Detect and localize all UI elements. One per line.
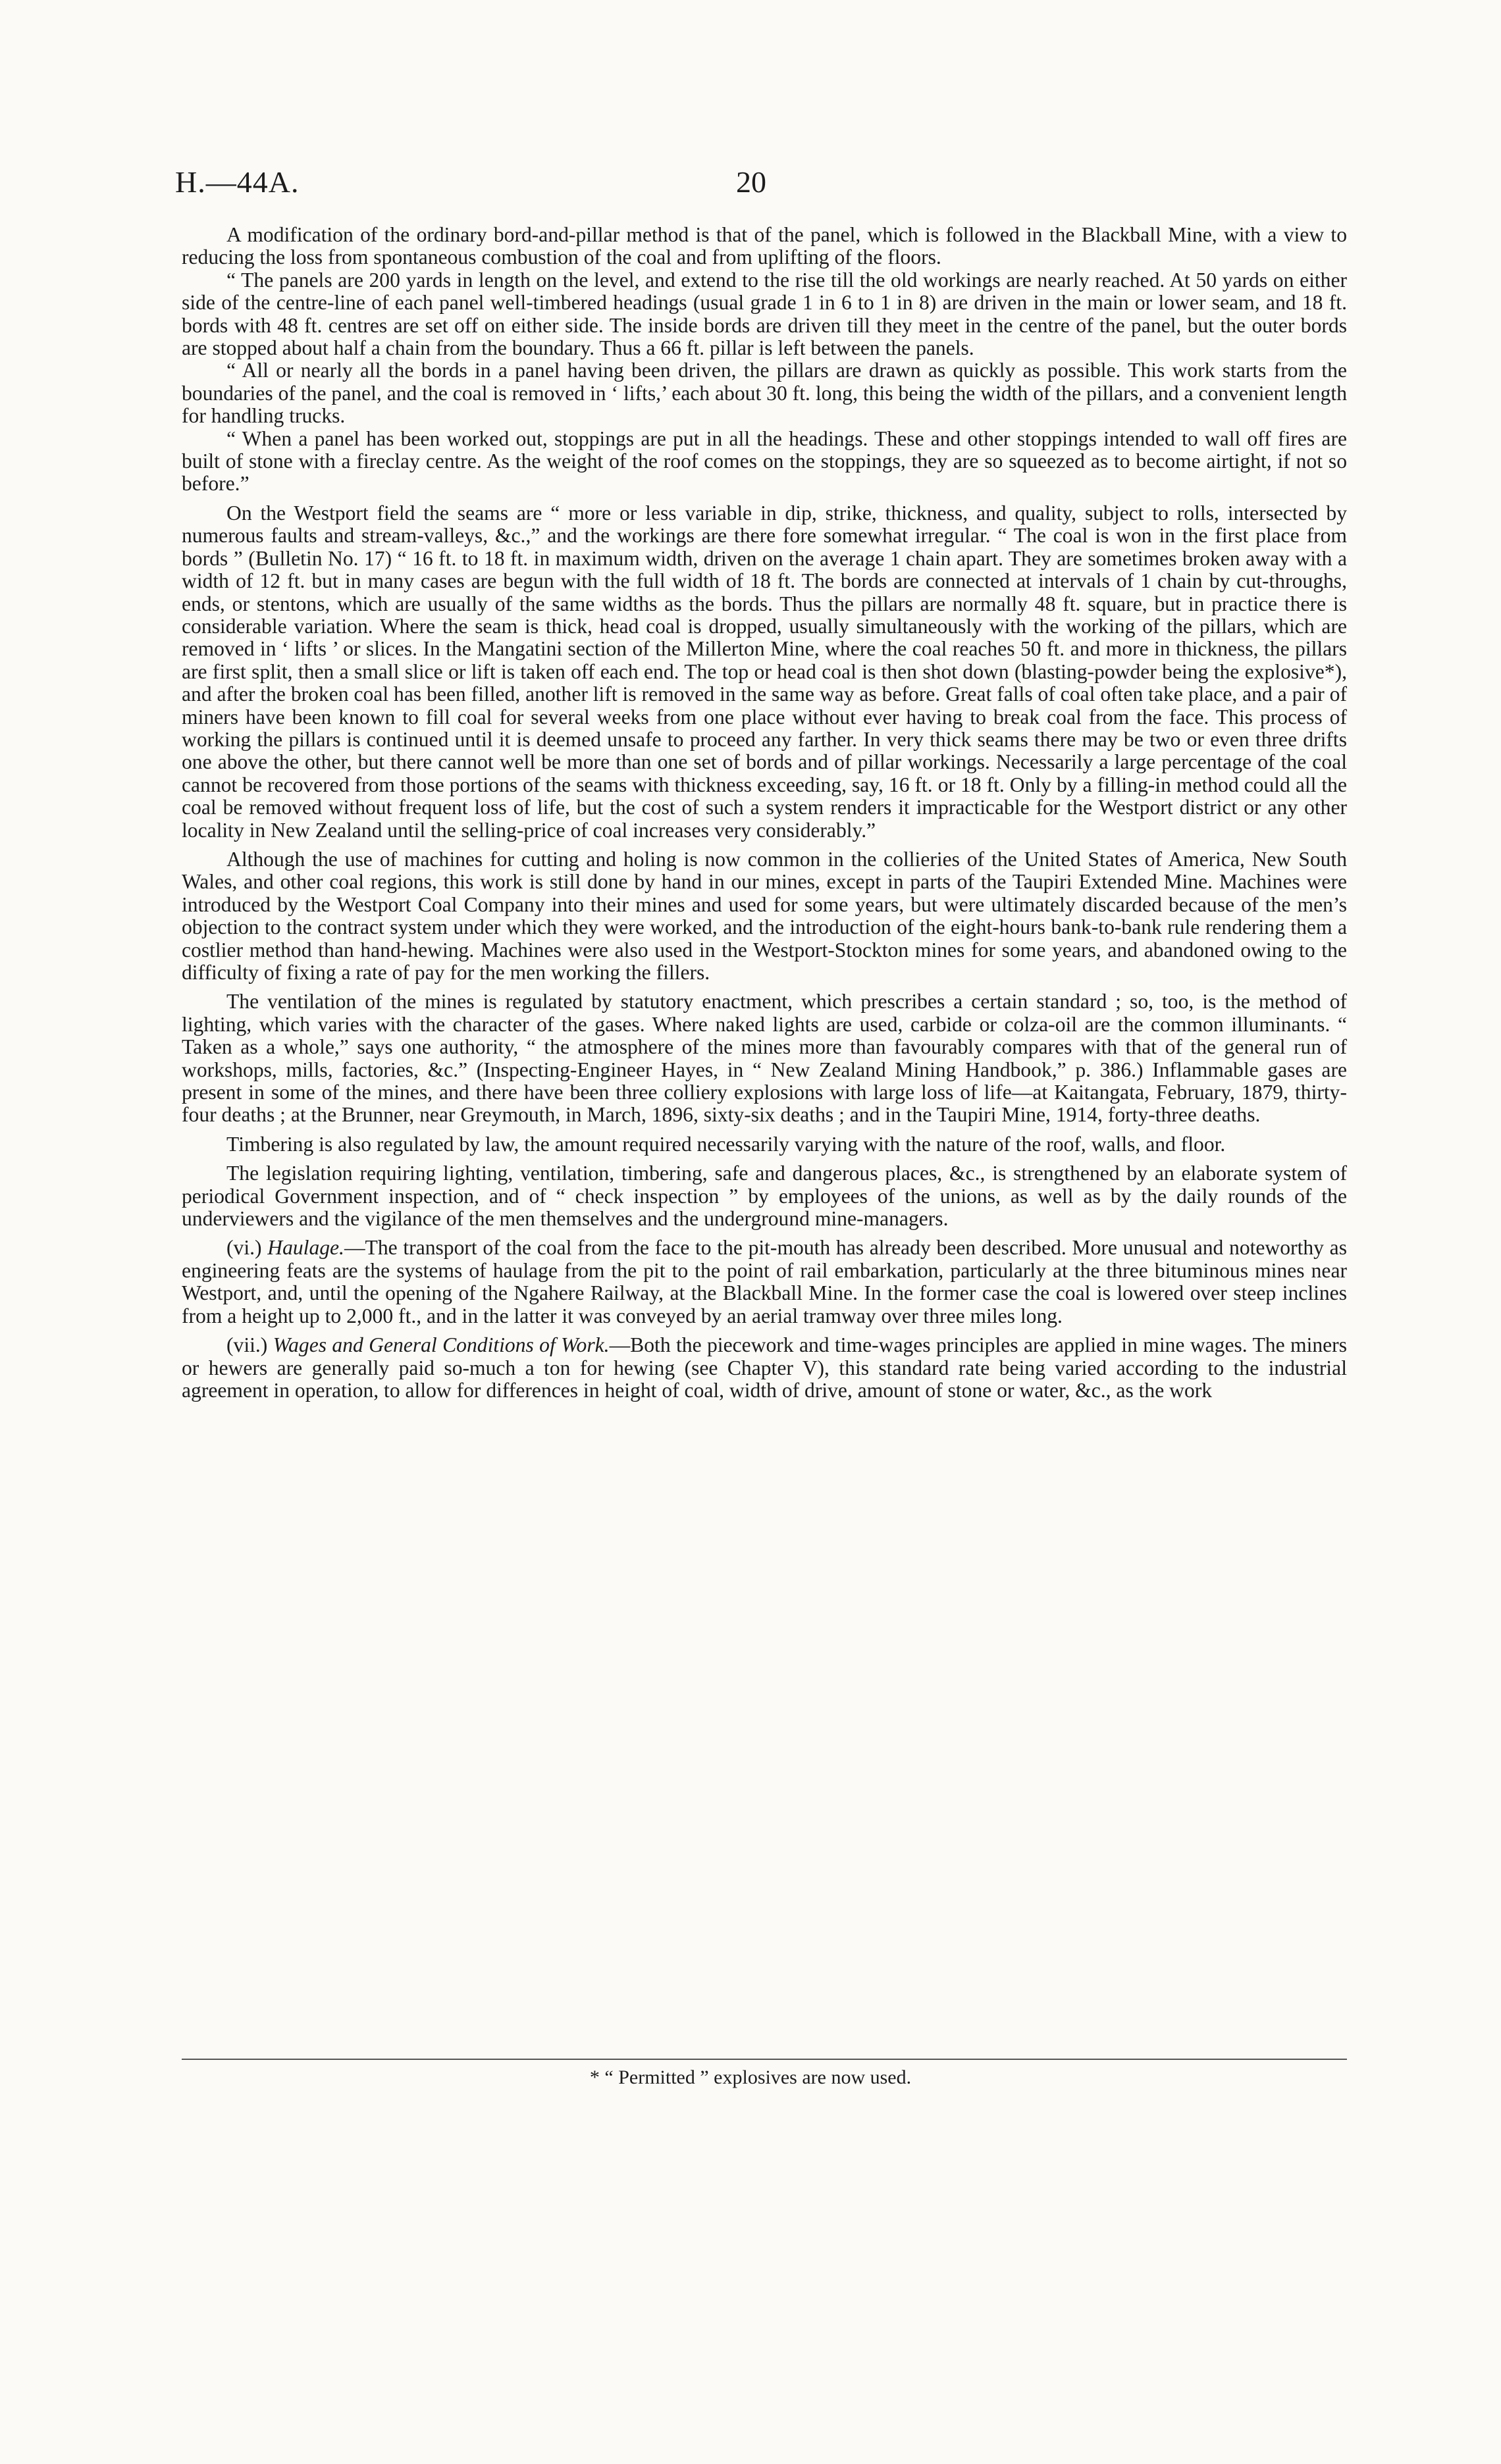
paragraph-timbering: Timbering is also regulated by law, the amount required necessarily varying with the nature of the roof, walls, and floor. <box>226 1132 1226 1156</box>
haulage-heading: Haulage. <box>267 1236 344 1260</box>
paragraph-haulage <box>182 1237 1347 1327</box>
page-number: 20 <box>736 165 766 199</box>
paragraph-wages <box>182 1334 1347 1402</box>
wages-number: (vii.) <box>226 1333 268 1357</box>
haulage-number: (vi.) <box>226 1236 262 1260</box>
paragraph-legislation: The legislation requiring lighting, ventilation, timbering, safe and dangerous places, &c., is strengthened by an elaborate system of periodical Government inspection, and of “ check inspection ” by employees of the unions, as well as by the daily rounds of the underviewers and the vigilance of the men themselves and the underground mine-managers. <box>182 1162 1347 1231</box>
paragraph-panel-method: A modification of the ordinary bord-and-pillar method is that of the panel, which is followed in the Blackball Mine, with a view to reducing the loss from spontaneous combustion of the coal and from uplifting of the floors. <box>182 223 1347 269</box>
paragraph-ventilation: The ventilation of the mines is regulated by statutory enactment, which prescribes a certain standard ; so, too, is the method of lighting, which varies with the character of the gases. Where naked lights are used, carbide or colza-oil are the common illuminants. “ Taken as a whole,” says one authority, “ the atmosphere of the mines more than favourably compares with that of the general run of workshops, mills, factories, &c.” (Inspecting-Engineer Hayes, in “ New Zealand Mining Handbook,” p. 386.) Inflammable gases are present in some of the mines, and there have been three colliery explosions with large loss of life—at Kaitangata, February, 1879, thirty-four deaths ; at the Brunner, near Greymouth, in March, 1896, sixty-six deaths ; and in the Taupiri Mine, 1914, forty-three deaths. <box>182 990 1347 1127</box>
footnote-divider <box>182 2059 1347 2060</box>
haulage-text: —The transport of the coal from the face to the pit-mouth has already been described. More unusual and noteworthy as engineering feats are the systems of haulage from the pit to the point of rail embarkation, particularly at the three bituminous mines near Westport, and, until the opening of the Ngahere Railway, at the Blackball Mine. In the former case the coal is lowered over steep inclines from a height up to 2,000 ft., and in the latter it was conveyed by an aerial tramway over three miles long. <box>182 1236 1347 1327</box>
paragraph-machines: Although the use of machines for cutting and holing is now common in the collieries of the United States of America, New South Wales, and other coal regions, this work is still done by hand in our mines, except in parts of the Taupiri Extended Mine. Machines were introduced by the Westport Coal Company into their mines and used for some years, but were ultimately discarded because of the men’s objection to the contract system under which they were worked, and the introduction of the eight-hours bank-to-bank rule rendering them a costlier method than hand-hewing. Machines were also used in the Westport-Stockton mines for some years, and abandoned owing to the difficulty of fixing a rate of pay for the men working the fillers. <box>182 847 1347 984</box>
paragraph-pillars-quote: “ All or nearly all the bords in a panel having been driven, the pillars are drawn as quickly as possible. This work starts from the boundaries of the panel, and the coal is removed in ‘ lifts,’ each about 30 ft. long, this being the width of the pillars, and a convenient length for handling trucks. <box>182 359 1347 428</box>
wages-heading: Wages and General Conditions of Work. <box>273 1333 610 1357</box>
body-text <box>182 224 1347 1402</box>
paragraph-stoppings-quote: “ When a panel has been worked out, stoppings are put in all the headings. These and other stoppings intended to wall off fires are built of stone with a fireclay centre. As the weight of the roof comes on the stoppings, they are so squeezed as to become airtight, if not so before.” <box>182 426 1347 496</box>
document-reference: H.—44A. <box>175 165 300 199</box>
wages-text: —Both the piecework and time-wages principles are applied in mine wages. The miners or hewers are generally paid so-much a ton for hewing (see Chapter V), this standard rate being varied according to the industrial agreement in operation, to allow for differences in height of coal, width of drive, amount of stone or water, &c., as the work <box>182 1333 1347 1402</box>
paragraph-panels-quote: “ The panels are 200 yards in length on the level, and extend to the rise till the old workings are nearly reached. At 50 yards on either side of the centre-line of each panel well-timbered headings (usual grade 1 in 6 to 1 in 8) are driven in the main or lower seam, and 18 ft. bords with 48 ft. centres are set off on either side. The inside bords are driven till they meet in the centre of the panel, but the outer bords are stopped about half a chain from the boundary. Thus a 66 ft. pillar is left between the panels. <box>182 268 1347 360</box>
paragraph-westport-field: On the Westport field the seams are “ more or less variable in dip, strike, thickness, and quality, subject to rolls, intersected by numerous faults and stream-valleys, &c.,” and the workings are there fore somewhat irregular. “ The coal is won in the first place from bords ” (Bulletin No. 17) “ 16 ft. to 18 ft. in maximum width, driven on the average 1 chain apart. They are sometimes broken away with a width of 12 ft. but in many cases are begun with the full width of 18 ft. The bords are connected at intervals of 1 chain by cut-throughs, ends, or stentons, which are usually of the same widths as the bords. Thus the pillars are normally 48 ft. square, but in practice there is considerable variation. Where the seam is thick, head coal is dropped, usually simultaneously with the working of the pillars, which are removed in ‘ lifts ’ or slices. In the Mangatini section of the Millerton Mine, where the coal reaches 50 ft. and more in thickness, the pillars are first split, then a small slice or lift is taken off each end. The top or head coal is then shot down (blasting-powder being the explosive*), and after the broken coal has been filled, another lift is removed in the same way as before. Great falls of coal often take place, and a pair of miners have been known to fill coal for several weeks from one place without ever having to break coal from the face. This process of working the pillars is continued until it is deemed unsafe to proceed any farther. In very thick seams there may be two or even three drifts one above the other, but there cannot well be more than one set of bords and of pillar workings. Necessarily a large percentage of the coal cannot be recovered from those portions of the seams with thickness exceeding, say, 16 ft. or 18 ft. Only by a filling-in method could all the coal be removed without frequent loss of life, but the cost of such a system renders it impracticable for the Westport district or any other locality in New Zealand until the selling-price of coal increases very considerably.” <box>182 501 1347 842</box>
footnote: * “ Permitted ” explosives are now used. <box>589 2066 912 2088</box>
